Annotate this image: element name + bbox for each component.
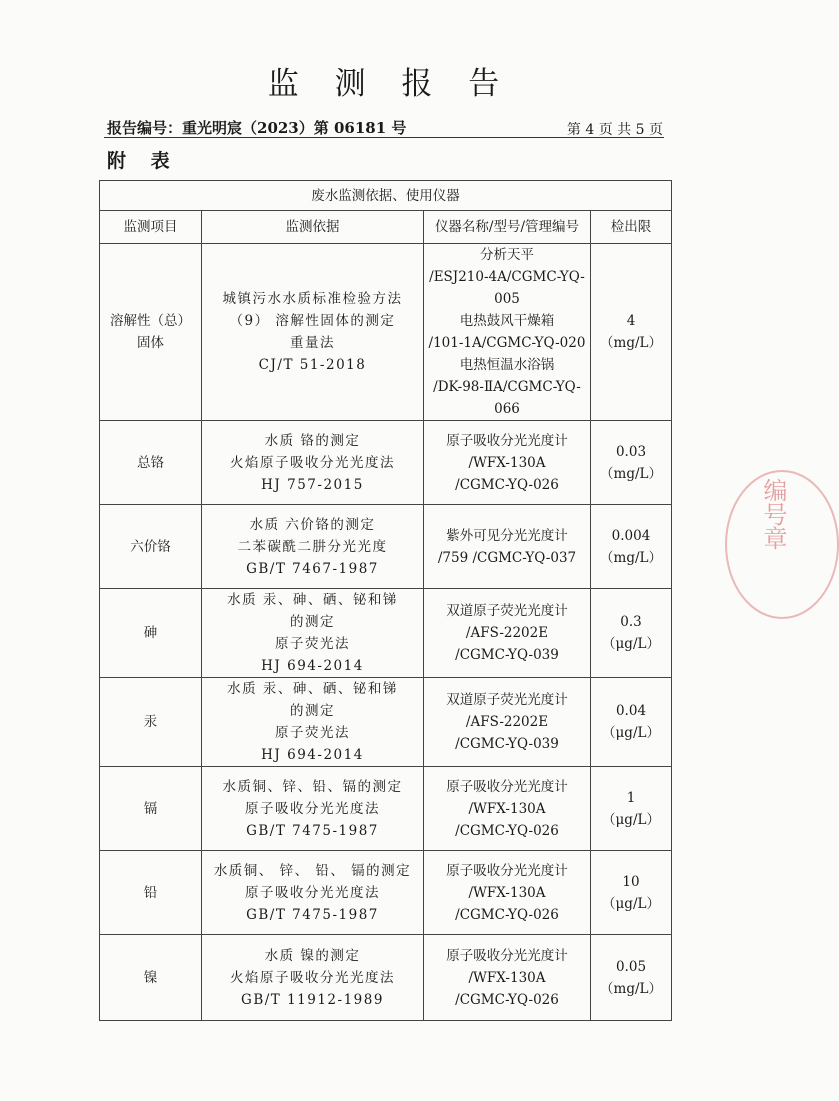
instrument-cell [424, 244, 591, 421]
basis-cell-line: GB/T 7475-1987 [246, 822, 379, 839]
item-cell-line: 汞 [143, 714, 158, 730]
limit-cell [591, 935, 672, 1021]
instrument-cell [424, 935, 591, 1021]
column-header-item: 监测项目 [100, 211, 202, 244]
monitoring-table [99, 180, 672, 1021]
instrument-cell-line: /CGMC-YQ-026 [455, 822, 559, 839]
table-row [100, 421, 672, 505]
instrument-cell-line: 分析天平 [480, 247, 534, 263]
instrument-cell-line: /WFX-130A [468, 969, 546, 986]
basis-cell-line: 原子荧光法 [275, 636, 350, 652]
instrument-cell-line: 原子吸收分光光度计 [446, 778, 568, 795]
item-cell-line: 总铬 [137, 454, 164, 471]
basis-cell-line: HJ 694-2014 [261, 747, 364, 763]
instrument-cell-line: 电热鼓风干燥箱 [459, 313, 555, 329]
table-row [100, 244, 672, 421]
item-cell [100, 851, 202, 935]
limit-cell-line: （mg/L） [600, 335, 662, 351]
instrument-cell-line: 原子吸收分光光度计 [446, 432, 568, 449]
basis-cell [202, 589, 424, 678]
table-caption-row [100, 181, 672, 211]
item-cell-line: 固体 [137, 335, 164, 351]
limit-cell-line: （μg/L） [602, 636, 660, 652]
basis-cell [202, 421, 424, 505]
table-caption: 废水监测依据、使用仪器 [100, 181, 672, 211]
instrument-cell [424, 505, 591, 589]
instrument-cell-line: 双道原子荧光光度计 [446, 603, 568, 619]
instrument-cell-line: /AFS-2202E [465, 714, 549, 730]
limit-cell-line: 0.04 [615, 703, 647, 719]
basis-cell-line: GB/T 7467-1987 [246, 560, 379, 577]
item-cell-line: 砷 [143, 625, 158, 641]
limit-cell [591, 505, 672, 589]
limit-cell-line: 0.004 [611, 527, 651, 544]
limit-cell [591, 244, 672, 421]
basis-cell [202, 678, 424, 767]
report-number: 报告编号：重光明宸（2023）第 06181 号 [107, 119, 407, 137]
instrument-cell-line: /AFS-2202E [465, 625, 549, 641]
instrument-cell [424, 678, 591, 767]
header-divider [104, 137, 664, 138]
instrument-cell-line: /ESJ210-4A/CGMC-YQ-005 [429, 269, 585, 307]
basis-cell-line: CJ/T 51-2018 [258, 357, 367, 373]
limit-cell-line: 0.3 [620, 614, 642, 630]
item-cell [100, 589, 202, 678]
limit-cell-line: （mg/L） [600, 465, 662, 482]
instrument-cell [424, 851, 591, 935]
limit-cell [591, 851, 672, 935]
item-cell-line: 镍 [143, 969, 158, 986]
instrument-cell-line: 紫外可见分光光度计 [446, 527, 568, 544]
limit-cell-line: （mg/L） [600, 549, 662, 566]
table-row [100, 678, 672, 767]
instrument-cell-line: /101-1A/CGMC-YQ-020 [428, 335, 586, 351]
column-header-instrument: 仪器名称/型号/管理编号 [424, 211, 591, 244]
instrument-cell-line: /CGMC-YQ-039 [455, 736, 559, 752]
instrument-cell-line: 原子吸收分光光度计 [446, 862, 568, 879]
item-cell-line: 铅 [143, 884, 158, 901]
basis-cell-line: 水质 六价铬的测定 [249, 516, 376, 533]
limit-cell [591, 421, 672, 505]
instrument-cell-line: /CGMC-YQ-026 [455, 476, 559, 493]
instrument-cell-line: /WFX-130A [468, 454, 546, 471]
table-row [100, 505, 672, 589]
basis-cell-line: 水质铜、 锌、 铅、 镉的测定 [213, 862, 412, 879]
basis-cell-line: （9） 溶解性固体的测定 [229, 313, 396, 329]
basis-cell [202, 244, 424, 421]
instrument-cell-line: 原子吸收分光光度计 [446, 947, 568, 964]
limit-cell-line: 10 [622, 873, 640, 890]
instrument-cell [424, 767, 591, 851]
limit-cell-line: （mg/L） [600, 980, 662, 997]
basis-cell-line: 的测定 [290, 703, 335, 719]
column-header-limit: 检出限 [591, 211, 672, 244]
table-row [100, 767, 672, 851]
page-number: 第 4 页 共 5 页 [566, 122, 663, 138]
basis-cell [202, 935, 424, 1021]
basis-cell-line: 原子荧光法 [275, 725, 350, 741]
report-title: 监 测 报 告 [267, 66, 513, 102]
basis-cell-line: HJ 694-2014 [261, 658, 364, 674]
table-row [100, 935, 672, 1021]
limit-cell [591, 589, 672, 678]
basis-cell-line: 水质 汞、砷、硒、铋和锑 [227, 681, 398, 697]
instrument-cell-line: /CGMC-YQ-039 [455, 647, 559, 663]
item-cell-line: 溶解性（总） [110, 313, 191, 329]
instrument-cell-line: 双道原子荧光光度计 [446, 692, 568, 708]
instrument-cell-line: /WFX-130A [468, 800, 546, 817]
instrument-cell [424, 589, 591, 678]
limit-cell-line: （μg/L） [602, 725, 660, 741]
item-cell [100, 678, 202, 767]
basis-cell-line: 二苯碳酰二肼分光光度 [237, 538, 388, 555]
basis-cell-line: GB/T 11912-1989 [241, 991, 384, 1008]
limit-cell-line: 1 [626, 789, 636, 806]
column-header-basis: 监测依据 [202, 211, 424, 244]
item-cell [100, 505, 202, 589]
basis-cell-line: 火焰原子吸收分光光度法 [230, 969, 395, 986]
instrument-cell-line: /CGMC-YQ-026 [455, 906, 559, 923]
item-cell [100, 935, 202, 1021]
table-row [100, 851, 672, 935]
item-cell [100, 767, 202, 851]
limit-cell [591, 678, 672, 767]
basis-cell-line: 原子吸收分光光度法 [245, 800, 380, 817]
appendix-title: 附 表 [107, 150, 179, 172]
instrument-cell-line: 电热恒温水浴锅 [459, 357, 555, 373]
basis-cell-line: 火焰原子吸收分光光度法 [230, 454, 395, 471]
limit-cell-line: （μg/L） [602, 811, 660, 828]
limit-cell-line: 0.05 [615, 958, 647, 975]
instrument-cell-line: /WFX-130A [468, 884, 546, 901]
item-cell-line: 镉 [143, 800, 158, 817]
basis-cell-line: 水质 汞、砷、硒、铋和锑 [227, 592, 398, 608]
instrument-cell-line: /DK-98-ⅡA/CGMC-YQ-066 [433, 379, 581, 417]
basis-cell-line: 重量法 [290, 335, 335, 351]
item-cell-line: 六价铬 [130, 538, 171, 555]
basis-cell-line: GB/T 7475-1987 [246, 906, 379, 923]
basis-cell-line: 水质 铬的测定 [264, 432, 361, 449]
instrument-cell [424, 421, 591, 505]
instrument-cell-line: /CGMC-YQ-026 [455, 991, 559, 1008]
item-cell [100, 244, 202, 421]
item-cell [100, 421, 202, 505]
basis-cell-line: 原子吸收分光光度法 [245, 884, 380, 901]
basis-cell [202, 767, 424, 851]
basis-cell-line: 城镇污水水质标准检验方法 [222, 291, 403, 307]
limit-cell-line: 0.03 [615, 443, 647, 460]
table-row [100, 589, 672, 678]
limit-cell [591, 767, 672, 851]
basis-cell [202, 851, 424, 935]
seal-stamp: 编号章 [759, 478, 787, 550]
basis-cell-line: HJ 757-2015 [261, 476, 364, 493]
basis-cell-line: 的测定 [290, 614, 335, 630]
basis-cell [202, 505, 424, 589]
instrument-cell-line: /759 /CGMC-YQ-037 [437, 549, 577, 566]
basis-cell-line: 水质铜、锌、铅、镉的测定 [222, 778, 403, 795]
limit-cell-line: 4 [626, 313, 636, 329]
basis-cell-line: 水质 镍的测定 [264, 947, 361, 964]
table-header-row [100, 211, 672, 244]
limit-cell-line: （μg/L） [602, 895, 660, 912]
